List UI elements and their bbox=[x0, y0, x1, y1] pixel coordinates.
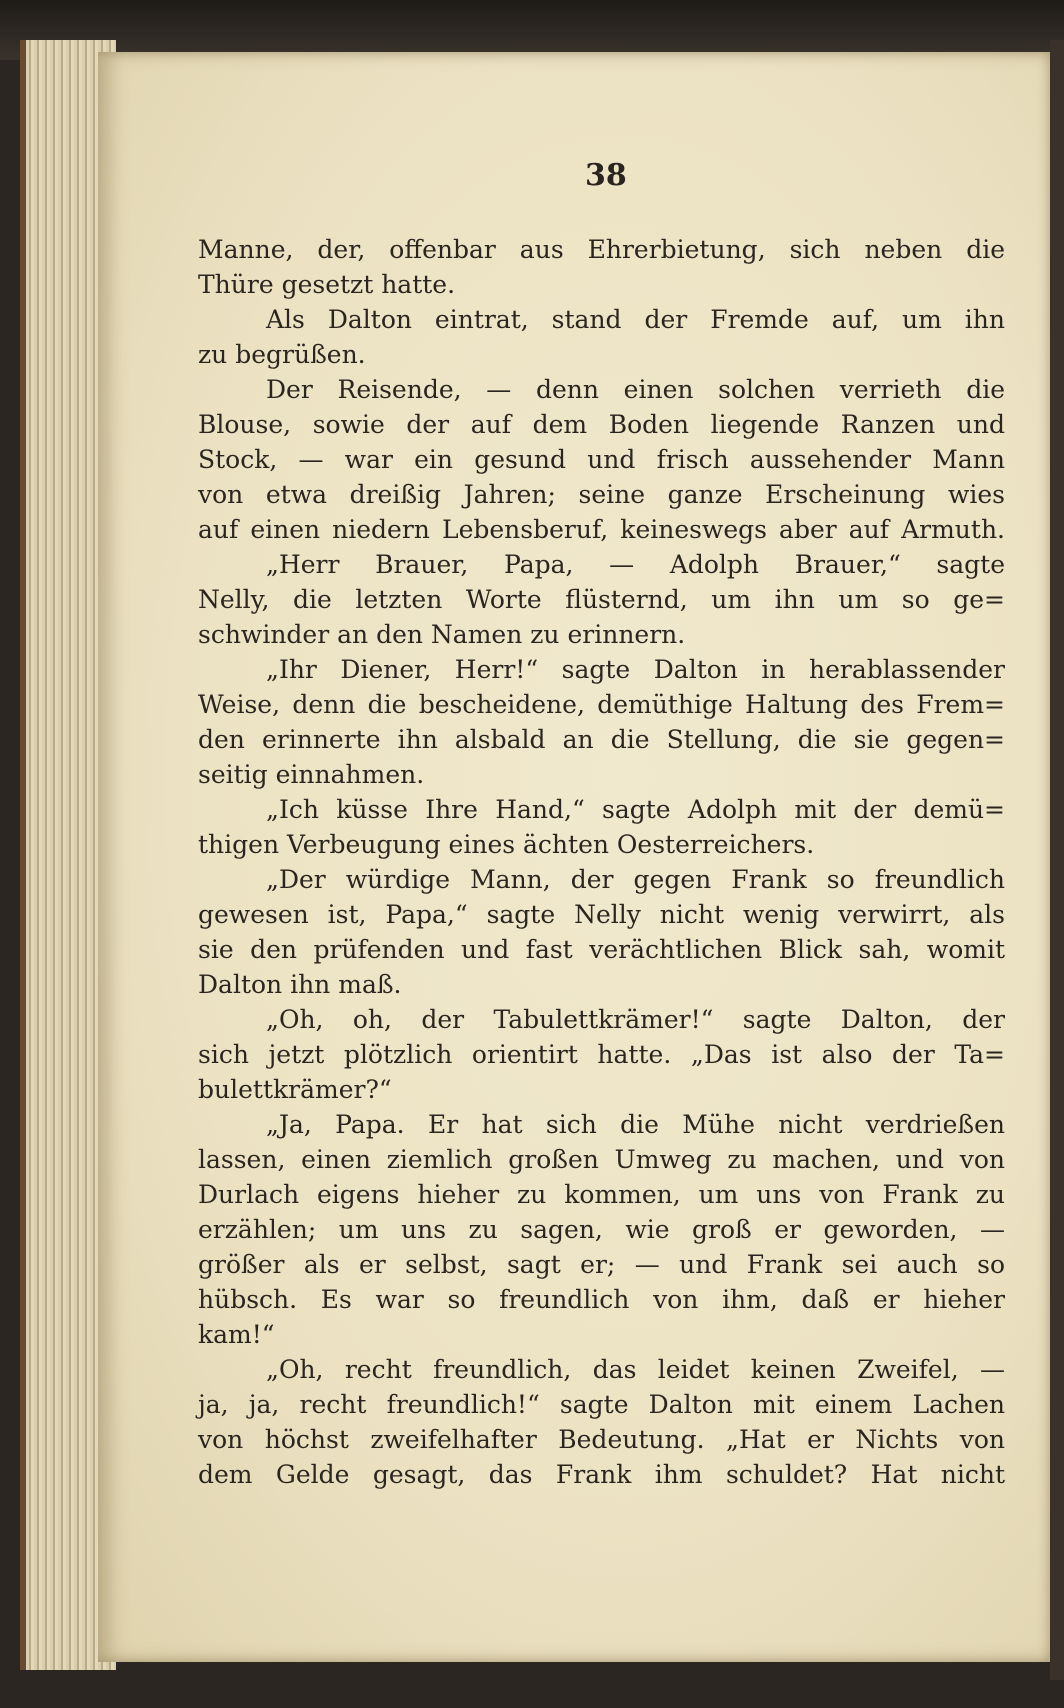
text-line: Nelly, die letzten Worte flüsternd, um ihn um so ge= bbox=[198, 585, 1005, 614]
text-line: Weise, denn die bescheidene, demüthige Haltung des Frem= bbox=[198, 690, 1005, 719]
book-binding-top bbox=[0, 0, 1064, 60]
paragraph bbox=[198, 862, 1005, 1002]
text-line: kam!“ bbox=[198, 1320, 275, 1349]
text-line: größer als er selbst, sagt er; — und Frank sei auch so bbox=[198, 1250, 1005, 1279]
text-line: „Oh, recht freundlich, das leidet keinen Zweifel, — bbox=[266, 1355, 1005, 1384]
text-line: Blouse, sowie der auf dem Boden liegende Ranzen und bbox=[198, 410, 1005, 439]
paragraph bbox=[198, 792, 1005, 862]
text-line: „Ihr Diener, Herr!“ sagte Dalton in herablassender bbox=[266, 655, 1005, 684]
paragraph bbox=[198, 232, 1005, 302]
text-line: dem Gelde gesagt, das Frank ihm schuldet? Hat nicht bbox=[198, 1460, 1005, 1489]
text-line: ja, ja, recht freundlich!“ sagte Dalton mit einem Lachen bbox=[198, 1390, 1005, 1419]
book-binding-right bbox=[1050, 40, 1064, 1680]
text-line: schwinder an den Namen zu erinnern. bbox=[198, 620, 686, 649]
paragraph bbox=[198, 302, 1005, 372]
paragraph bbox=[198, 1352, 1005, 1492]
text-line: hübsch. Es war so freundlich von ihm, daß er hieher bbox=[198, 1285, 1005, 1314]
text-line: Stock, — war ein gesund und frisch aussehender Mann bbox=[198, 445, 1005, 474]
text-line: auf einen niedern Lebensberuf, keineswegs aber auf Armuth. bbox=[198, 515, 1005, 544]
text-line: zu begrüßen. bbox=[198, 340, 366, 369]
text-line: lassen, einen ziemlich großen Umweg zu machen, und von bbox=[198, 1145, 1005, 1174]
text-line: Manne, der, offenbar aus Ehrerbietung, sich neben die bbox=[198, 235, 1005, 264]
text-line: „Ich küsse Ihre Hand,“ sagte Adolph mit der demü= bbox=[266, 795, 1005, 824]
paragraph bbox=[198, 1107, 1005, 1352]
text-line: Durlach eigens hieher zu kommen, um uns von Frank zu bbox=[198, 1180, 1005, 1209]
text-line: sie den prüfenden und fast verächtlichen Blick sah, womit bbox=[198, 935, 1005, 964]
page-number: 38 bbox=[585, 158, 627, 193]
text-line: den erinnerte ihn alsbald an die Stellung, die sie gegen= bbox=[198, 725, 1005, 754]
text-line: bulettkrämer?“ bbox=[198, 1075, 392, 1104]
text-line: von etwa dreißig Jahren; seine ganze Erscheinung wies bbox=[198, 480, 1005, 509]
text-line: Der Reisende, — denn einen solchen verrieth die bbox=[266, 375, 1005, 404]
paragraph bbox=[198, 547, 1005, 652]
text-line: „Herr Brauer, Papa, — Adolph Brauer,“ sagte bbox=[266, 550, 1005, 579]
page-body-text bbox=[198, 232, 1005, 1492]
text-line: „Ja, Papa. Er hat sich die Mühe nicht verdrießen bbox=[266, 1110, 1005, 1139]
text-line: Thüre gesetzt hatte. bbox=[198, 270, 456, 299]
text-line: „Der würdige Mann, der gegen Frank so freundlich bbox=[266, 865, 1005, 894]
text-line: von höchst zweifelhafter Bedeutung. „Hat er Nichts von bbox=[198, 1425, 1005, 1454]
text-line: thigen Verbeugung eines ächten Oesterreichers. bbox=[198, 830, 815, 859]
paragraph bbox=[198, 372, 1005, 547]
text-line: seitig einnahmen. bbox=[198, 760, 425, 789]
text-line: sich jetzt plötzlich orientirt hatte. „Das ist also der Ta= bbox=[198, 1040, 1005, 1069]
text-line: gewesen ist, Papa,“ sagte Nelly nicht wenig verwirrt, als bbox=[198, 900, 1005, 929]
text-line: Dalton ihn maß. bbox=[198, 970, 402, 999]
paragraph bbox=[198, 652, 1005, 792]
text-line: „Oh, oh, der Tabulettkrämer!“ sagte Dalton, der bbox=[266, 1005, 1005, 1034]
text-line: Als Dalton eintrat, stand der Fremde auf, um ihn bbox=[266, 305, 1005, 334]
text-line: erzählen; um uns zu sagen, wie groß er geworden, — bbox=[198, 1215, 1005, 1244]
paragraph bbox=[198, 1002, 1005, 1107]
